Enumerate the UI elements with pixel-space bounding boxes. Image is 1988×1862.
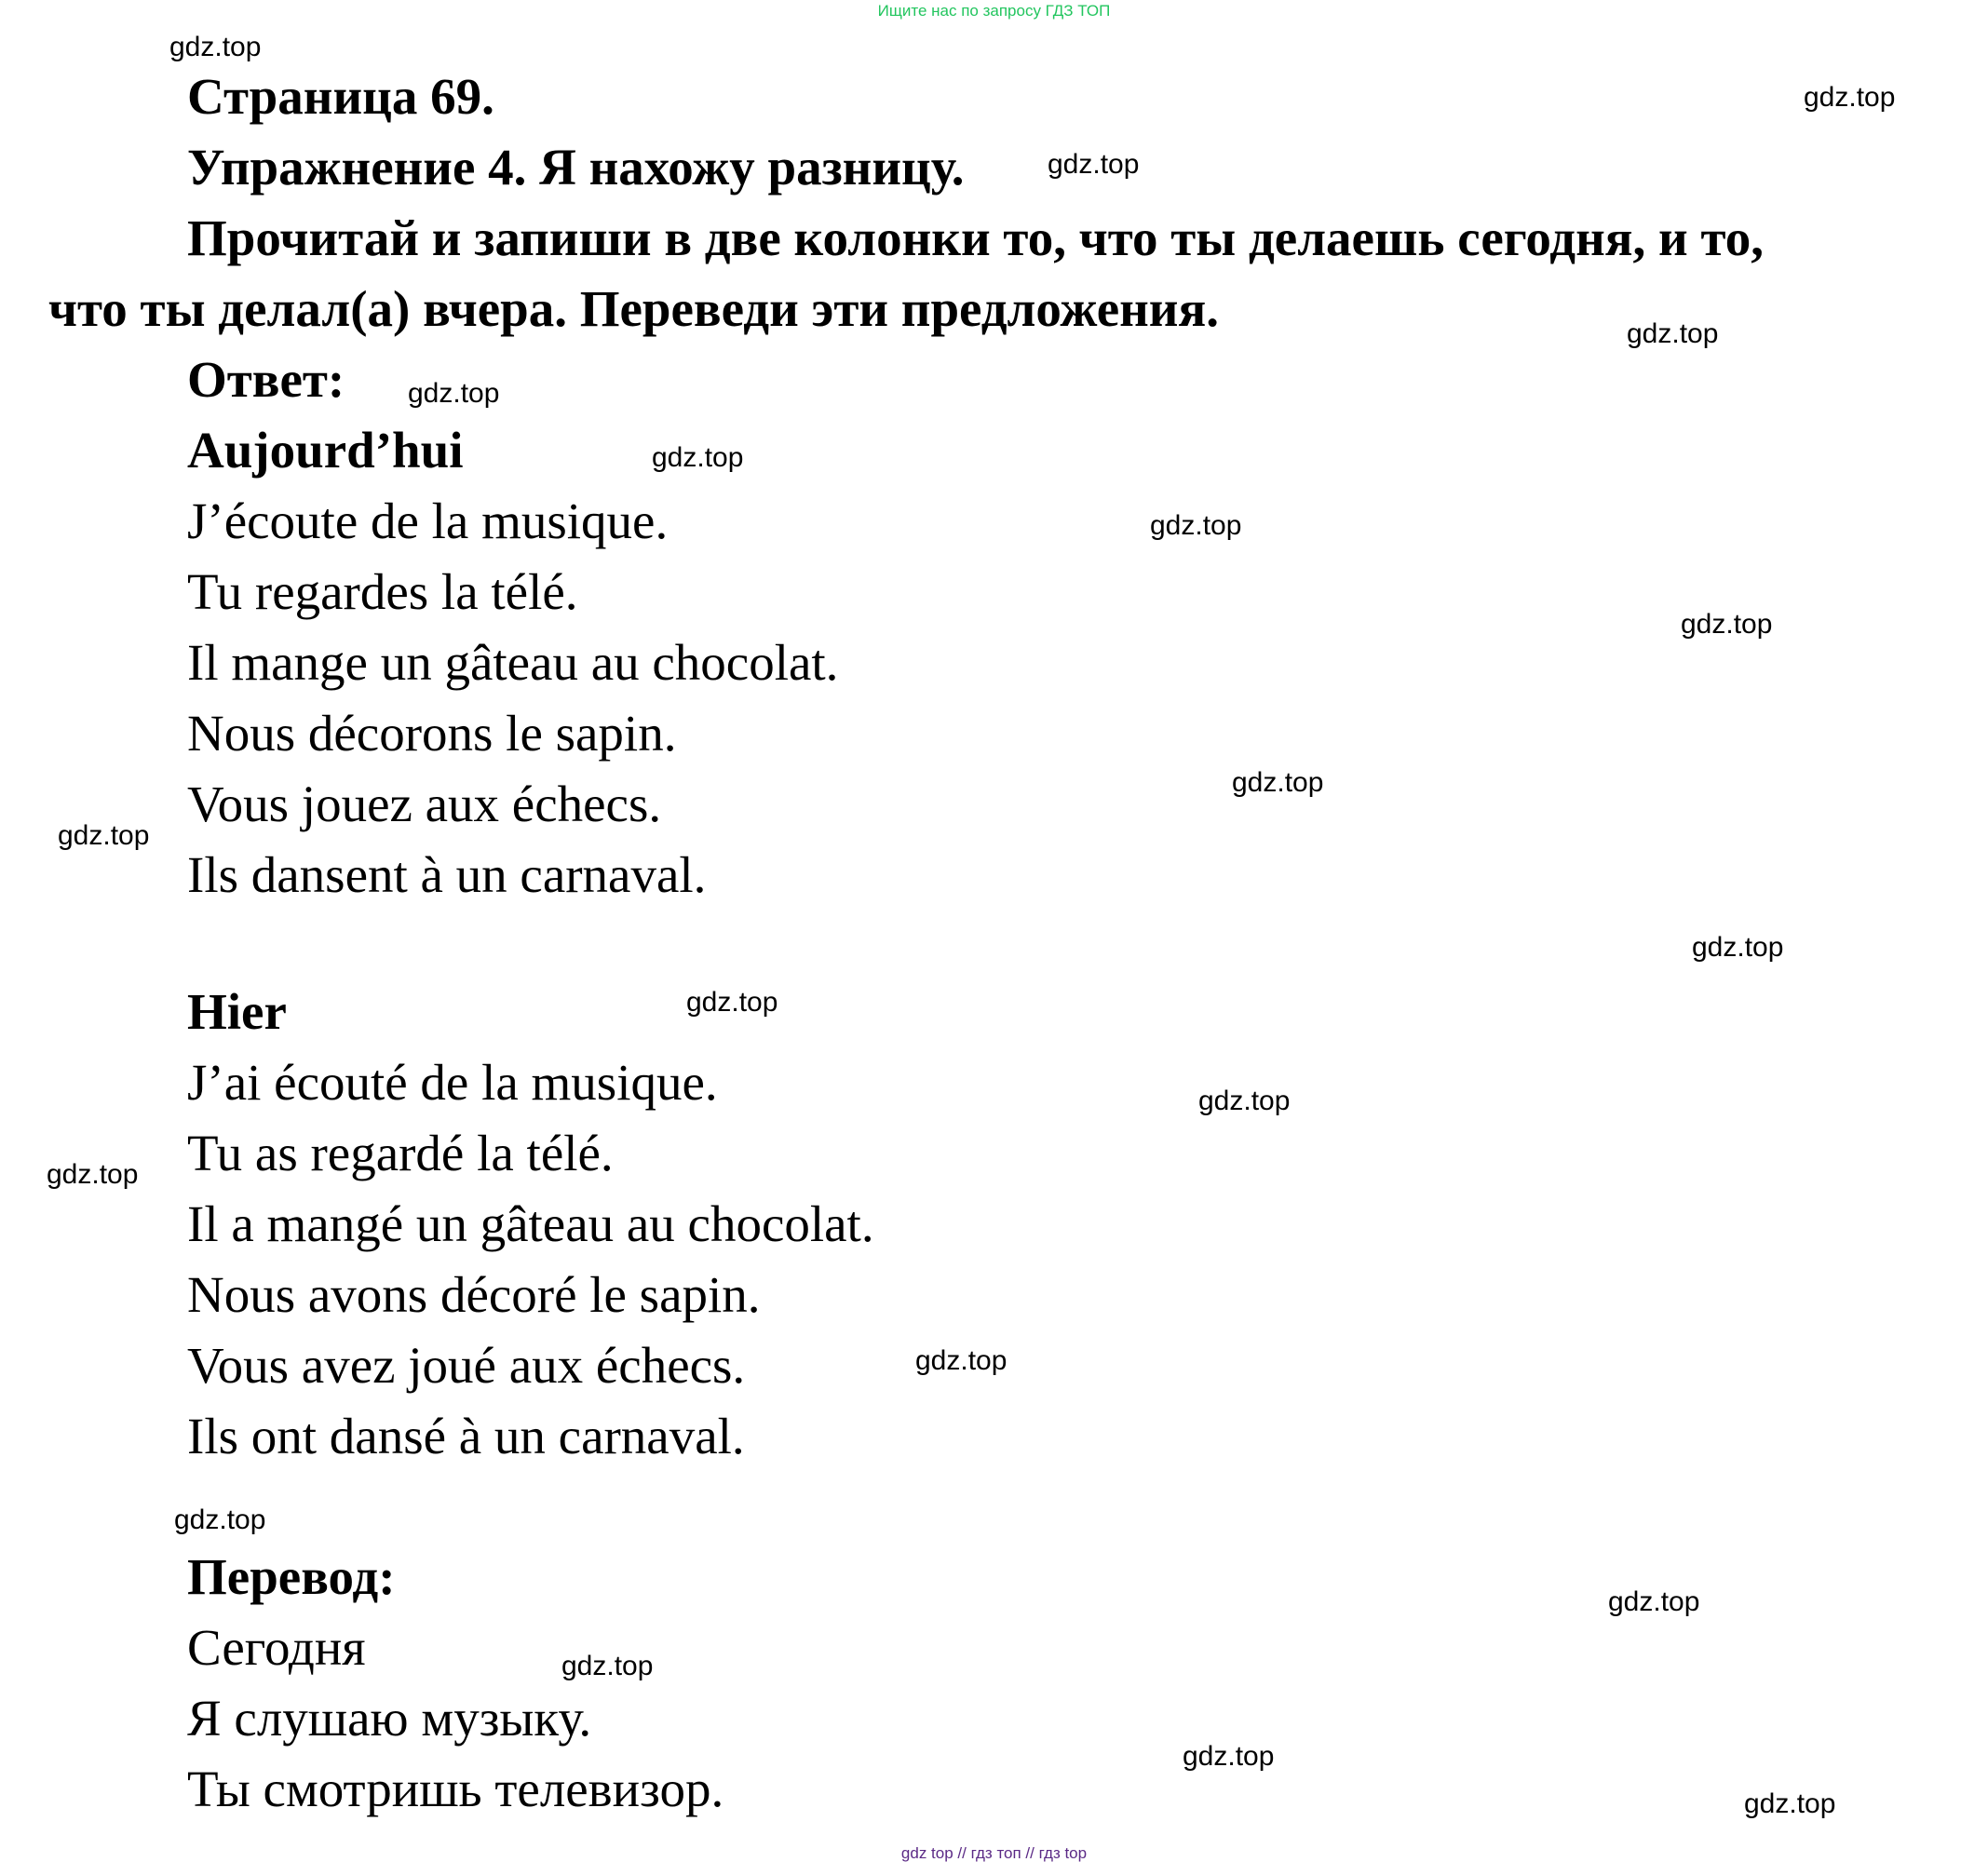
translation-sentence: Ты смотришь телевизор. [187, 1761, 724, 1817]
translation-label: Перевод: [187, 1548, 396, 1605]
yesterday-sentence: Vous avez joué aux échecs. [187, 1337, 746, 1394]
watermark: gdz.top [1681, 609, 1773, 640]
watermark: gdz.top [58, 820, 150, 851]
translation-sentence: Я слушаю музыку. [187, 1690, 592, 1747]
watermark: gdz.top [561, 1651, 654, 1681]
translation-heading: Сегодня [187, 1619, 366, 1676]
watermark: gdz.top [915, 1345, 1008, 1376]
today-heading: Aujourd’hui [187, 422, 464, 479]
yesterday-sentence: Il a mangé un gâteau au chocolat. [187, 1195, 874, 1252]
watermark: gdz.top [1804, 82, 1896, 113]
watermark: gdz.top [169, 32, 262, 62]
watermark: gdz.top [1183, 1741, 1275, 1772]
watermark: gdz.top [1232, 767, 1324, 798]
today-sentence: J’écoute de la musique. [187, 492, 669, 549]
instruction-line-1: Прочитай и запиши в две колонки то, что ты делаешь сегодня, и то, [187, 209, 1764, 266]
watermark: gdz.top [652, 442, 744, 473]
top-banner: Ищите нас по запросу ГДЗ ТОП [877, 2, 1111, 20]
watermark: gdz.top [47, 1159, 139, 1190]
watermark: gdz.top [1150, 510, 1242, 541]
answer-label: Ответ: [187, 351, 345, 408]
today-sentence: Nous décorons le sapin. [187, 705, 677, 762]
yesterday-heading: Hier [187, 983, 287, 1040]
today-sentence: Tu regardes la télé. [187, 563, 578, 620]
instruction-line-2: что ты делал(а) вчера. Переведи эти предложения. [48, 280, 1219, 337]
watermark: gdz.top [174, 1504, 266, 1535]
watermark: gdz.top [1608, 1586, 1700, 1617]
watermark: gdz.top [1627, 318, 1719, 349]
watermark: gdz.top [1744, 1788, 1836, 1819]
watermark: gdz.top [408, 378, 500, 409]
today-sentence: Ils dansent à un carnaval. [187, 846, 707, 903]
watermark: gdz.top [686, 987, 778, 1018]
yesterday-sentence: J’ai écouté de la musique. [187, 1054, 718, 1111]
exercise-heading: Упражнение 4. Я нахожу разницу. [187, 139, 965, 196]
page-heading: Страница 69. [187, 68, 494, 125]
today-sentence: Il mange un gâteau au chocolat. [187, 634, 839, 691]
footer-watermark: gdz top // гдз топ // гдз top [900, 1844, 1088, 1862]
yesterday-sentence: Nous avons décoré le sapin. [187, 1266, 761, 1323]
yesterday-sentence: Tu as regardé la télé. [187, 1125, 614, 1181]
watermark: gdz.top [1048, 149, 1140, 180]
watermark: gdz.top [1198, 1086, 1291, 1116]
watermark: gdz.top [1692, 932, 1784, 963]
today-sentence: Vous jouez aux échecs. [187, 776, 662, 832]
yesterday-sentence: Ils ont dansé à un carnaval. [187, 1408, 745, 1464]
